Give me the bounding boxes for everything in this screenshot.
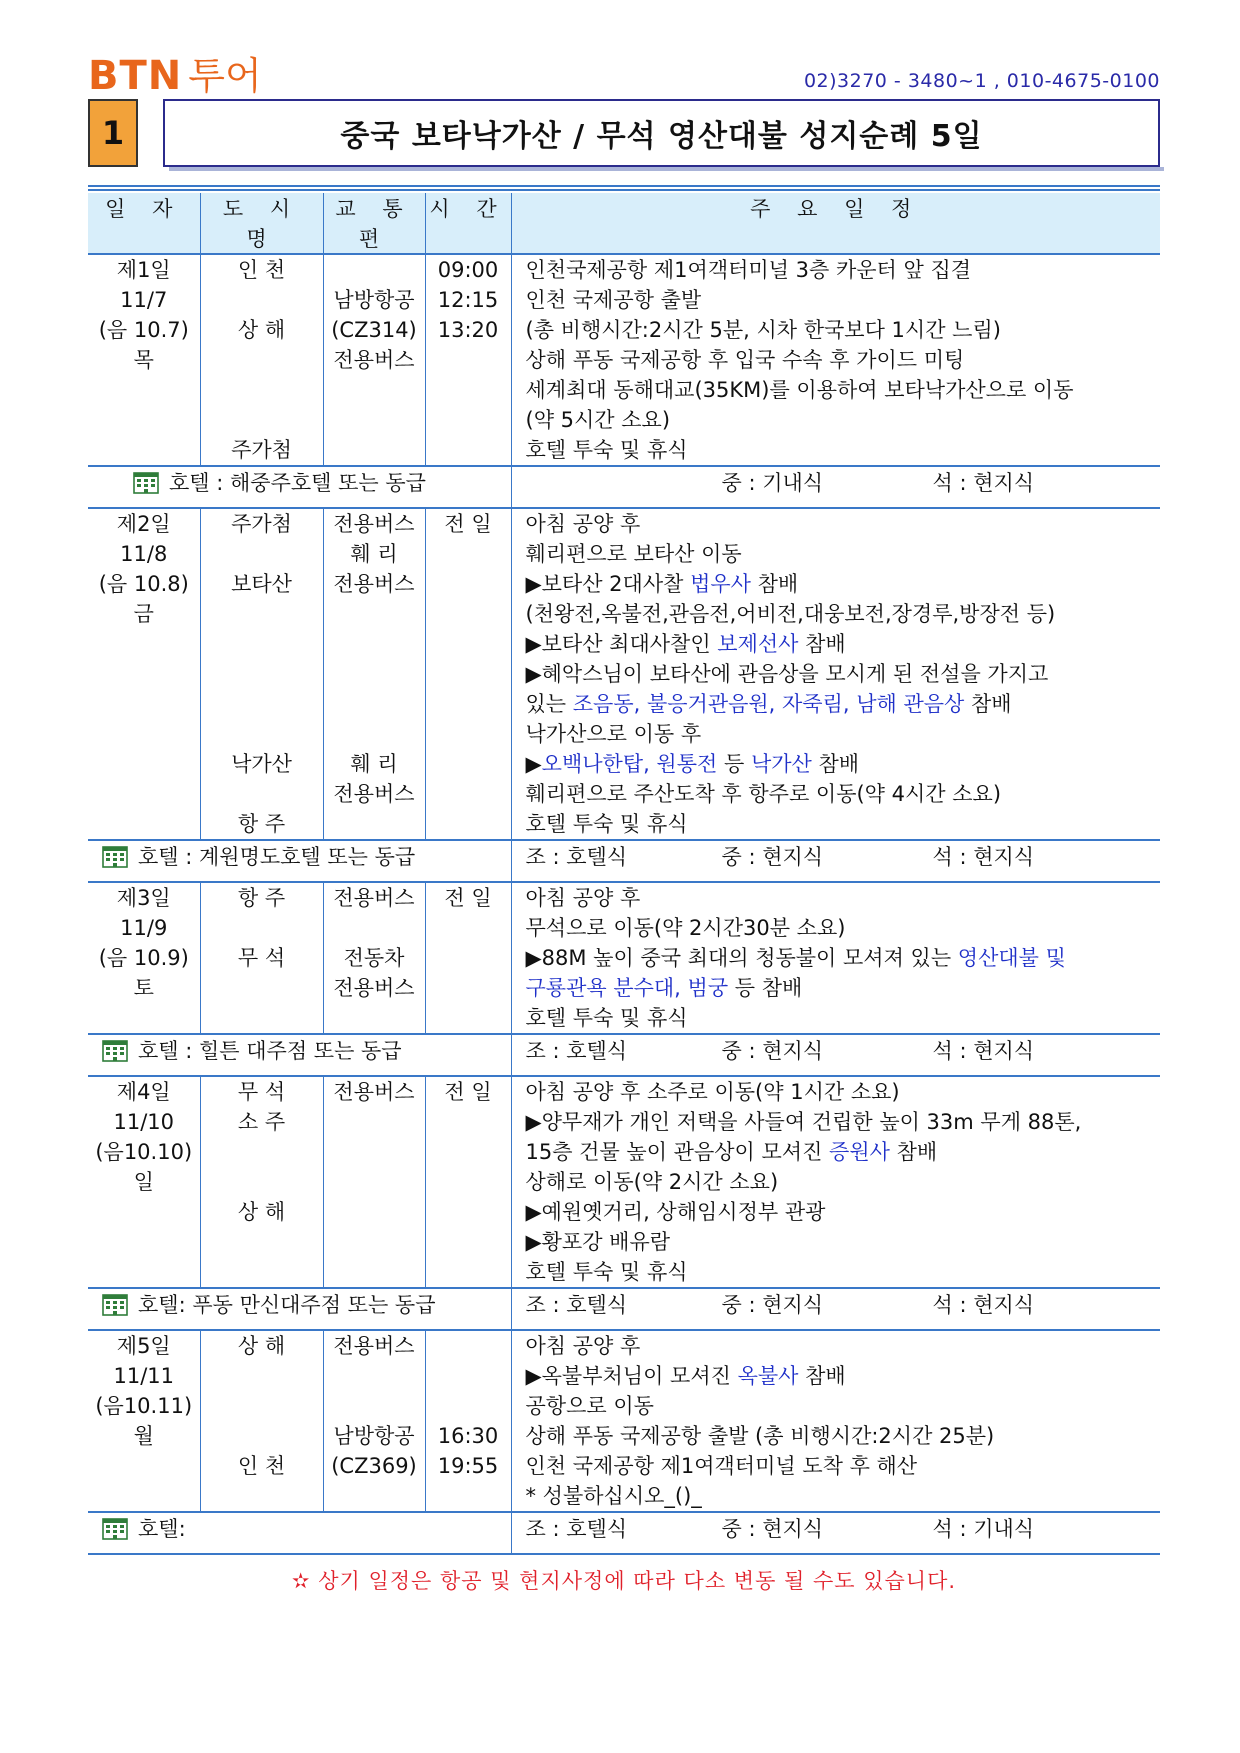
schedule-line (512, 1197, 1161, 1227)
day-date-line: 제2일 (116, 512, 171, 536)
itinerary-table (88, 193, 1160, 1555)
highlighted-place: 낙가산 (750, 752, 812, 776)
schedule-text: 참배 (811, 752, 860, 776)
day-date-line: 제3일 (116, 886, 171, 910)
schedule-text: 공항으로 이동 (525, 1394, 654, 1418)
day-time-line (426, 689, 511, 719)
schedule-line (512, 809, 1161, 839)
day-time-line: 13:20 (437, 318, 499, 342)
day-schedule (511, 1330, 1160, 1512)
day-transport-line: 전동차 (343, 946, 405, 970)
day-time-line (426, 719, 511, 749)
day-transport-line: 남방항공 (333, 288, 415, 312)
day-time-line (426, 539, 511, 569)
hotel-row (88, 1288, 1160, 1330)
day-transport-line (324, 719, 425, 749)
hotel-info (88, 1035, 511, 1065)
day-date-line: 토 (133, 976, 154, 1000)
day-transport-line: (CZ369) (331, 1454, 417, 1478)
schedule-text: 상해로 이동(약 2시간 소요) (525, 1170, 779, 1194)
day-time-line: 19:55 (437, 1454, 499, 1478)
day-transport-line (324, 913, 425, 943)
schedule-text: 참배 (798, 1364, 846, 1388)
meal-breakfast: 조 : 호텔식 (525, 1517, 628, 1541)
header-schedule: 주 요 일 정 (511, 193, 1160, 254)
schedule-text: 인천 국제공항 제1여객터미널 도착 후 해산 (525, 1454, 918, 1478)
day-date (88, 1330, 200, 1512)
day-date-line: (음10.10) (95, 1140, 193, 1164)
day-transport-line (324, 1003, 425, 1033)
day-date-line: 11/8 (120, 542, 168, 566)
day-transport-line: 전용버스 (333, 886, 415, 910)
day-city-line: 주가첨 (231, 512, 292, 536)
schedule-line (512, 1421, 1161, 1451)
day-schedule (511, 508, 1160, 840)
day-transport-line (324, 1107, 425, 1137)
schedule-line (512, 883, 1161, 913)
day-date (88, 508, 200, 840)
day-transport-line: 전용버스 (333, 1334, 415, 1358)
day-city-line (201, 779, 323, 809)
schedule-text: ▶보타산 최대사찰인 (525, 632, 718, 656)
meal-dinner: 석 : 현지식 (932, 1039, 1035, 1063)
day-city-line (201, 1391, 323, 1421)
itinerary-number: 1 (88, 99, 138, 167)
schedule-text: 호텔 투숙 및 휴식 (525, 1260, 688, 1284)
day-date-line: 11/9 (120, 916, 168, 940)
day-transport-line (324, 1167, 425, 1197)
schedule-text: 낙가산으로 이동 후 (525, 722, 702, 746)
itinerary-title: 중국 보타낙가산 / 무석 영산대불 성지순례 5일 (163, 99, 1160, 167)
meals-cell (511, 840, 1160, 882)
meal-lunch: 중 : 현지식 (721, 845, 824, 869)
hotel-name: 호텔: (138, 1517, 186, 1541)
hotel-name: 호텔 : 계원명도호텔 또는 동급 (138, 845, 416, 869)
schedule-line (512, 659, 1161, 689)
schedule-text: 참배 (750, 572, 799, 596)
highlighted-place: 증원사 (829, 1140, 890, 1164)
day-time-line (426, 1361, 511, 1391)
day-schedule (511, 1076, 1160, 1288)
day-transport (323, 508, 425, 840)
schedule-line (512, 749, 1161, 779)
schedule-text: 상해 푸동 국제공항 출발 (총 비행시간:2시간 25분) (525, 1424, 995, 1448)
schedule-line: 세계최대 동해대교(35KM)를 이용하여 보타낙가산으로 이동 (525, 378, 1074, 402)
day-time-line (426, 1331, 511, 1361)
day-schedule (511, 882, 1160, 1034)
day-city-line (201, 1167, 323, 1197)
day-city-line (201, 405, 323, 435)
day-transport-line (324, 599, 425, 629)
schedule-text: 아침 공양 후 (525, 1334, 641, 1358)
day-transport-line: (CZ314) (331, 318, 417, 342)
day-transport-line: 전용버스 (333, 1080, 415, 1104)
day-city-line (201, 1227, 323, 1257)
day-city-line (201, 1361, 323, 1391)
hotel-info (88, 841, 511, 871)
day-transport-line (324, 1481, 425, 1511)
day-city-line (201, 689, 323, 719)
schedule-text: ▶혜악스님이 보타산에 관음상을 모시게 된 전설을 가지고 (525, 662, 1049, 686)
schedule-line (512, 539, 1161, 569)
schedule-line (512, 1077, 1161, 1107)
day-time-line (426, 809, 511, 839)
day-transport (323, 1076, 425, 1288)
day-city-line: 낙가산 (231, 752, 292, 776)
day-time (425, 882, 511, 1034)
day-date (88, 882, 200, 1034)
meal-breakfast: 조 : 호텔식 (525, 845, 628, 869)
day-transport-line: 전용버스 (333, 782, 415, 806)
day-row (88, 508, 1160, 840)
day-transport-line (324, 1197, 425, 1227)
schedule-text: ▶ (525, 752, 542, 776)
meal-breakfast: 조 : 호텔식 (525, 1039, 628, 1063)
day-date-line: (음10.11) (95, 1394, 193, 1418)
day-city (200, 508, 323, 840)
highlighted-place: 법우사 (690, 572, 751, 596)
day-date-line: 일 (133, 1170, 154, 1194)
logo-brand: BTN (88, 53, 183, 99)
day-date-line: (음 10.9) (98, 946, 189, 970)
change-notice: ✫ 상기 일정은 항공 및 현지사정에 따라 다소 변동 될 수도 있습니다. (291, 1569, 957, 1593)
highlighted-place: 오백나한탑, 원통전 (541, 752, 718, 776)
day-time-line: 전 일 (444, 886, 492, 910)
hotel-row (88, 1512, 1160, 1554)
day-transport-line (324, 809, 425, 839)
schedule-text: 아침 공양 후 (525, 886, 641, 910)
day-city-line (201, 285, 323, 315)
building-icon (102, 1516, 128, 1540)
schedule-text: ▶보타산 2대사찰 (525, 572, 691, 596)
day-date-line: (음 10.7) (98, 318, 189, 342)
day-city-line: 상 해 (237, 1334, 286, 1358)
day-time-line: 전 일 (444, 1080, 492, 1104)
building-icon (133, 470, 159, 494)
schedule-line (512, 1391, 1161, 1421)
day-city (200, 882, 323, 1034)
hotel-cell (88, 1288, 511, 1330)
schedule-line (512, 1481, 1161, 1511)
day-date-line: 금 (133, 602, 154, 626)
day-city-line (201, 1137, 323, 1167)
day-time-line (426, 1003, 511, 1033)
day-time-line (426, 1107, 511, 1137)
day-city-line: 상 해 (237, 1200, 286, 1224)
day-row (88, 882, 1160, 1034)
highlighted-place: 구룡관욕 분수대, 범궁 (525, 976, 729, 1000)
day-time (425, 508, 511, 840)
schedule-line (512, 913, 1161, 943)
day-time (425, 254, 511, 466)
meal-breakfast: 조 : 호텔식 (525, 1293, 628, 1317)
day-city-line: 소 주 (237, 1110, 286, 1134)
day-city-line: 인 천 (237, 1454, 286, 1478)
hotel-row (88, 466, 1160, 508)
day-transport-line: 훼 리 (350, 752, 398, 776)
day-time-line (426, 629, 511, 659)
schedule-line (512, 1331, 1161, 1361)
day-city-line (201, 599, 323, 629)
schedule-line (512, 1137, 1161, 1167)
day-transport-line (324, 375, 425, 405)
hotel-cell (88, 466, 511, 508)
hotel-row (88, 1034, 1160, 1076)
day-transport-line: 전용버스 (333, 976, 415, 1000)
day-city-line: 항 주 (237, 812, 286, 836)
day-city-line: 무 석 (237, 946, 286, 970)
day-time-line (426, 405, 511, 435)
day-date-line: 제1일 (116, 258, 171, 282)
day-row (88, 254, 1160, 466)
schedule-line (512, 1167, 1161, 1197)
day-time-line (426, 973, 511, 1003)
day-date-line: 제4일 (116, 1080, 171, 1104)
day-city-line (201, 659, 323, 689)
day-time (425, 1076, 511, 1288)
hotel-name: 호텔 : 힐튼 대주점 또는 동급 (138, 1039, 402, 1063)
day-date-line: 11/10 (113, 1110, 175, 1134)
day-city (200, 254, 323, 466)
day-time-line (426, 1391, 511, 1421)
day-date (88, 254, 200, 466)
schedule-text: 등 참배 (728, 976, 803, 1000)
day-transport-line (324, 1257, 425, 1287)
schedule-text: 훼리편으로 주산도착 후 항주로 이동(약 4시간 소요) (525, 782, 1002, 806)
meal-dinner: 석 : 기내식 (932, 1517, 1035, 1541)
day-time-line (426, 1167, 511, 1197)
day-city-line: 항 주 (237, 886, 286, 910)
schedule-text: 아침 공양 후 소주로 이동(약 1시간 소요) (525, 1080, 900, 1104)
day-transport-line (324, 255, 425, 285)
building-icon (102, 1038, 128, 1062)
meal-dinner: 석 : 현지식 (932, 845, 1035, 869)
contact-phone: 02)3270 - 3480~1 , 010-4675-0100 (803, 70, 1160, 92)
schedule-text: 있는 (525, 692, 573, 716)
day-time-line (426, 749, 511, 779)
day-city-line (201, 1481, 323, 1511)
day-transport (323, 882, 425, 1034)
day-city-line (201, 375, 323, 405)
day-time-line (426, 435, 511, 465)
schedule-text: ▶예원옛거리, 상해임시정부 관광 (525, 1200, 826, 1224)
day-row (88, 1076, 1160, 1288)
hotel-info (88, 467, 511, 497)
highlighted-place: 조음동, 불응거관음원, 자죽림, 남해 관음상 (572, 692, 965, 716)
meal-breakfast (526, 467, 722, 497)
schedule-line (512, 599, 1161, 629)
schedule-text: 훼리편으로 보타산 이동 (525, 542, 742, 566)
day-transport-line: 전용버스 (333, 512, 415, 536)
hotel-name: 호텔: 푸동 만신대주점 또는 동급 (138, 1293, 436, 1317)
schedule-text: ▶옥불부처님이 모셔진 (525, 1364, 738, 1388)
schedule-text: * 성불하십시오_()_ (525, 1484, 702, 1508)
day-time-line (426, 779, 511, 809)
day-time-line: 09:00 (437, 258, 499, 282)
day-time-line (426, 1227, 511, 1257)
schedule-line (512, 973, 1161, 1003)
hotel-info (88, 1513, 511, 1543)
building-icon (102, 844, 128, 868)
schedule-text: 호텔 투숙 및 휴식 (525, 1006, 688, 1030)
logo-suffix: 투어 (188, 54, 262, 98)
day-date-line: 제5일 (116, 1334, 171, 1358)
header-transport: 교 통 편 (323, 193, 425, 254)
schedule-line (512, 1003, 1161, 1033)
schedule-text: ▶88M 높이 중국 최대의 청동불이 모셔져 있는 (525, 946, 958, 970)
highlighted-place: 보제선사 (717, 632, 799, 656)
day-city-line (201, 345, 323, 375)
day-city (200, 1330, 323, 1512)
schedule-text: 호텔 투숙 및 휴식 (525, 812, 688, 836)
meals-cell (511, 1288, 1160, 1330)
day-city-line: 인 천 (237, 258, 286, 282)
building-icon (102, 1292, 128, 1316)
header-divider (88, 185, 1160, 191)
schedule-text: (천왕전,옥불전,관음전,어비전,대웅보전,장경루,방장전 등) (525, 602, 1056, 626)
day-city-line (201, 719, 323, 749)
day-city-line: 보타산 (231, 572, 292, 596)
day-date-line: 월 (133, 1424, 154, 1448)
meal-lunch: 중 : 현지식 (721, 1039, 824, 1063)
day-transport-line (324, 1391, 425, 1421)
schedule-line (512, 1257, 1161, 1287)
schedule-line (512, 509, 1161, 539)
day-city (200, 1076, 323, 1288)
schedule-line (512, 569, 1161, 599)
schedule-text: 참배 (964, 692, 1012, 716)
schedule-line: (총 비행시간:2시간 5분, 시차 한국보다 1시간 느림) (525, 318, 1001, 342)
day-city-line (201, 629, 323, 659)
schedule-line (512, 1227, 1161, 1257)
meals-cell (511, 466, 1160, 508)
schedule-line (512, 689, 1161, 719)
meals-cell (511, 1512, 1160, 1554)
day-transport (323, 1330, 425, 1512)
day-transport-line (324, 1361, 425, 1391)
header-city: 도 시 명 (200, 193, 323, 254)
day-city-line: 무 석 (237, 1080, 286, 1104)
day-time-line (426, 1197, 511, 1227)
day-time-line: 16:30 (437, 1424, 499, 1448)
day-time (425, 1330, 511, 1512)
hotel-info (88, 1289, 511, 1319)
day-date-line: (음 10.8) (98, 572, 189, 596)
meal-dinner: 석 : 현지식 (932, 1293, 1035, 1317)
day-city-line (201, 1257, 323, 1287)
schedule-line (512, 719, 1161, 749)
hotel-cell (88, 1034, 511, 1076)
day-time-line (426, 1481, 511, 1511)
meal-lunch: 중 : 기내식 (721, 471, 824, 495)
day-row (88, 1330, 1160, 1512)
schedule-text: 15층 건물 높이 관음상이 모셔진 (525, 1140, 830, 1164)
day-transport (323, 254, 425, 466)
schedule-line (512, 629, 1161, 659)
highlighted-place: 옥불사 (737, 1364, 799, 1388)
schedule-text: 참배 (798, 632, 846, 656)
header-date: 일 자 (88, 193, 200, 254)
day-date-line: 11/11 (113, 1364, 175, 1388)
day-time-line (426, 345, 511, 375)
day-transport-line: 전용버스 (333, 572, 415, 596)
day-time-line (426, 375, 511, 405)
day-city-line (201, 913, 323, 943)
btn-tour-logo (88, 52, 262, 99)
schedule-line (512, 1107, 1161, 1137)
schedule-line: 인천국제공항 제1여객터미널 3층 카운터 앞 집결 (525, 258, 972, 282)
schedule-line (512, 779, 1161, 809)
day-time-line (426, 913, 511, 943)
schedule-text: ▶양무재가 개인 저택을 사들여 건립한 높이 33m 무게 88톤, (525, 1110, 1082, 1134)
day-transport-line (324, 1227, 425, 1257)
hotel-name: 호텔 : 해중주호텔 또는 동급 (169, 471, 426, 495)
schedule-text: 참배 (889, 1140, 938, 1164)
schedule-line (512, 1451, 1161, 1481)
day-time-line (426, 1137, 511, 1167)
day-transport-line (324, 405, 425, 435)
day-date (88, 1076, 200, 1288)
day-date-line: 11/7 (120, 288, 168, 312)
schedule-text: 아침 공양 후 (525, 512, 641, 536)
day-transport-line (324, 1137, 425, 1167)
day-time-line (426, 599, 511, 629)
header-time: 시 간 (425, 193, 511, 254)
day-city-line (201, 539, 323, 569)
day-transport-line: 훼 리 (350, 542, 398, 566)
day-time-line (426, 659, 511, 689)
day-city-line (201, 973, 323, 1003)
hotel-row (88, 840, 1160, 882)
day-city-line: 주가첨 (231, 438, 292, 462)
day-date-line: 목 (133, 348, 154, 372)
table-header-row (88, 193, 1160, 254)
schedule-text: 무석으로 이동(약 2시간30분 소요) (525, 916, 846, 940)
schedule-text: ▶황포강 배유람 (525, 1230, 671, 1254)
hotel-cell (88, 1512, 511, 1554)
hotel-cell (88, 840, 511, 882)
schedule-text: 등 (717, 752, 751, 776)
schedule-line: 인천 국제공항 출발 (525, 288, 702, 312)
day-transport-line: 남방항공 (333, 1424, 415, 1448)
day-transport-line (324, 435, 425, 465)
day-transport-line (324, 629, 425, 659)
day-time-line (426, 569, 511, 599)
schedule-line (512, 943, 1161, 973)
schedule-line: 상해 푸동 국제공항 후 입국 수속 후 가이드 미팅 (525, 348, 965, 372)
highlighted-place: 영산대불 및 (957, 946, 1066, 970)
schedule-line: 호텔 투숙 및 휴식 (525, 438, 688, 462)
schedule-line (512, 1361, 1161, 1391)
meal-lunch: 중 : 현지식 (721, 1517, 824, 1541)
day-transport-line (324, 689, 425, 719)
day-transport-line: 전용버스 (333, 348, 415, 372)
meal-dinner: 석 : 현지식 (932, 471, 1035, 495)
meals-cell (511, 1034, 1160, 1076)
day-time-line (426, 943, 511, 973)
day-time-line: 12:15 (437, 288, 499, 312)
day-time-line (426, 1257, 511, 1287)
day-time-line: 전 일 (444, 512, 492, 536)
day-city-line (201, 1421, 323, 1451)
day-city-line (201, 1003, 323, 1033)
day-transport-line (324, 659, 425, 689)
day-schedule (511, 254, 1160, 466)
day-city-line: 상 해 (237, 318, 286, 342)
meal-lunch: 중 : 현지식 (721, 1293, 824, 1317)
schedule-line: (약 5시간 소요) (525, 408, 671, 432)
